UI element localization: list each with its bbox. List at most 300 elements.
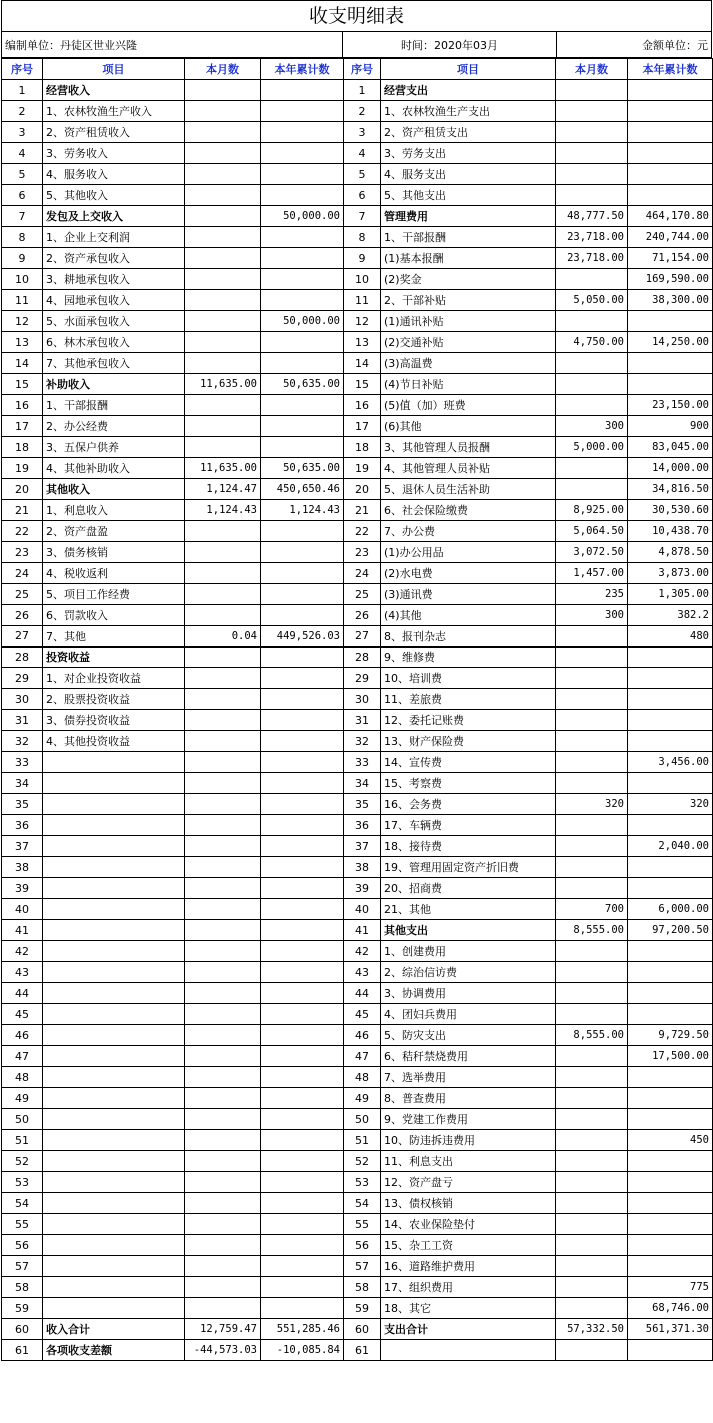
income-item-cell: 5、项目工作经费 (43, 584, 185, 605)
income-ytd-cell (261, 1298, 344, 1319)
expense-no-cell: 56 (344, 1235, 381, 1256)
expense-item-cell: 7、选举费用 (381, 1067, 556, 1088)
expense-no-cell: 6 (344, 185, 381, 206)
expense-no-cell: 8 (344, 227, 381, 248)
income-no-cell: 45 (2, 1004, 43, 1025)
income-ytd-cell (261, 647, 344, 668)
col-header-expense-item: 项目 (381, 59, 556, 80)
ledger-table (1, 58, 713, 1361)
expense-month-cell (556, 815, 628, 836)
expense-ytd-cell: 561,371.30 (628, 1319, 713, 1340)
table-row (2, 164, 713, 185)
expense-no-cell: 41 (344, 920, 381, 941)
expense-item-cell: (3)高温费 (381, 353, 556, 374)
income-no-cell: 35 (2, 794, 43, 815)
expense-month-cell (556, 1214, 628, 1235)
income-month-cell (185, 1151, 261, 1172)
expense-ytd-cell: 83,045.00 (628, 437, 713, 458)
income-no-cell: 26 (2, 605, 43, 626)
expense-item-cell: 5、退休人员生活补助 (381, 479, 556, 500)
expense-item-cell: (2)水电费 (381, 563, 556, 584)
table-row (2, 878, 713, 899)
income-item-cell (43, 1130, 185, 1151)
income-item-cell: 7、其他承包收入 (43, 353, 185, 374)
income-month-cell (185, 983, 261, 1004)
expense-ytd-cell: 14,250.00 (628, 332, 713, 353)
income-no-cell: 42 (2, 941, 43, 962)
expense-no-cell: 38 (344, 857, 381, 878)
expense-no-cell: 4 (344, 143, 381, 164)
expense-ytd-cell (628, 101, 713, 122)
expense-month-cell: 235 (556, 584, 628, 605)
income-no-cell: 40 (2, 899, 43, 920)
income-month-cell (185, 584, 261, 605)
expense-ytd-cell (628, 353, 713, 374)
col-header-expense-ytd: 本年累计数 (628, 59, 713, 80)
income-ytd-cell: 50,000.00 (261, 206, 344, 227)
income-item-cell: 2、股票投资收益 (43, 689, 185, 710)
expense-ytd-cell (628, 689, 713, 710)
expense-item-cell: 10、防违拆违费用 (381, 1130, 556, 1151)
income-month-cell (185, 773, 261, 794)
table-row (2, 920, 713, 941)
expense-ytd-cell: 480 (628, 626, 713, 647)
expense-month-cell: 3,072.50 (556, 542, 628, 563)
table-row (2, 857, 713, 878)
report-period: 时间：2020年03月 (343, 32, 557, 57)
expense-item-cell: 6、社会保险缴费 (381, 500, 556, 521)
income-no-cell: 32 (2, 731, 43, 752)
income-no-cell: 21 (2, 500, 43, 521)
expense-no-cell: 59 (344, 1298, 381, 1319)
table-row (2, 101, 713, 122)
income-month-cell (185, 311, 261, 332)
income-item-cell (43, 773, 185, 794)
expense-item-cell: 8、普查费用 (381, 1088, 556, 1109)
expense-no-cell: 46 (344, 1025, 381, 1046)
expense-no-cell: 33 (344, 752, 381, 773)
expense-item-cell: (1)通讯补贴 (381, 311, 556, 332)
income-ytd-cell (261, 941, 344, 962)
expense-month-cell: 48,777.50 (556, 206, 628, 227)
income-no-cell: 5 (2, 164, 43, 185)
expense-item-cell: 14、宣传费 (381, 752, 556, 773)
expense-no-cell: 30 (344, 689, 381, 710)
income-item-cell (43, 1109, 185, 1130)
income-month-cell (185, 227, 261, 248)
expense-month-cell (556, 1109, 628, 1130)
organization-unit: 编制单位：丹徒区世业兴隆 (2, 32, 343, 57)
expense-item-cell: 10、培训费 (381, 668, 556, 689)
expense-month-cell (556, 164, 628, 185)
expense-no-cell: 26 (344, 605, 381, 626)
income-no-cell: 47 (2, 1046, 43, 1067)
income-ytd-cell (261, 773, 344, 794)
expense-no-cell: 43 (344, 962, 381, 983)
expense-item-cell: 17、组织费用 (381, 1277, 556, 1298)
expense-ytd-cell: 464,170.80 (628, 206, 713, 227)
income-ytd-cell (261, 710, 344, 731)
income-month-cell: 11,635.00 (185, 374, 261, 395)
income-month-cell (185, 206, 261, 227)
expense-item-cell: (3)通讯费 (381, 584, 556, 605)
expense-month-cell: 300 (556, 605, 628, 626)
income-item-cell: 2、资产承包收入 (43, 248, 185, 269)
income-month-cell (185, 185, 261, 206)
income-month-cell (185, 1025, 261, 1046)
expense-ytd-cell (628, 962, 713, 983)
table-row (2, 1025, 713, 1046)
income-no-cell: 16 (2, 395, 43, 416)
expense-item-cell: 6、秸秆禁烧费用 (381, 1046, 556, 1067)
income-month-cell (185, 668, 261, 689)
expense-no-cell: 42 (344, 941, 381, 962)
income-item-cell: 3、债券投资收益 (43, 710, 185, 731)
expense-item-cell: 17、车辆费 (381, 815, 556, 836)
expense-month-cell (556, 1298, 628, 1319)
income-no-cell: 33 (2, 752, 43, 773)
table-row (2, 206, 713, 227)
expense-month-cell (556, 857, 628, 878)
table-row (2, 941, 713, 962)
expense-no-cell: 5 (344, 164, 381, 185)
income-item-cell (43, 920, 185, 941)
expense-ytd-cell: 3,873.00 (628, 563, 713, 584)
income-ytd-cell (261, 1130, 344, 1151)
income-no-cell: 49 (2, 1088, 43, 1109)
expense-ytd-cell (628, 815, 713, 836)
income-ytd-cell: 551,285.46 (261, 1319, 344, 1340)
expense-ytd-cell (628, 1109, 713, 1130)
expense-no-cell: 39 (344, 878, 381, 899)
expense-item-cell: 4、服务支出 (381, 164, 556, 185)
income-item-cell: 5、水面承包收入 (43, 311, 185, 332)
expense-no-cell: 13 (344, 332, 381, 353)
expense-month-cell (556, 122, 628, 143)
expense-month-cell (556, 626, 628, 647)
income-ytd-cell (261, 1193, 344, 1214)
table-row (2, 983, 713, 1004)
expense-no-cell: 35 (344, 794, 381, 815)
income-item-cell (43, 1193, 185, 1214)
expense-ytd-cell (628, 1214, 713, 1235)
income-no-cell: 50 (2, 1109, 43, 1130)
expense-no-cell: 27 (344, 626, 381, 647)
expense-ytd-cell: 3,456.00 (628, 752, 713, 773)
income-item-cell: 投资收益 (43, 647, 185, 668)
expense-item-cell: 4、其他管理人员补贴 (381, 458, 556, 479)
table-row (2, 668, 713, 689)
income-ytd-cell (261, 227, 344, 248)
income-month-cell (185, 1130, 261, 1151)
expense-ytd-cell: 71,154.00 (628, 248, 713, 269)
income-ytd-cell (261, 353, 344, 374)
income-ytd-cell (261, 1256, 344, 1277)
expense-item-cell: 20、招商费 (381, 878, 556, 899)
income-item-cell: 1、对企业投资收益 (43, 668, 185, 689)
expense-no-cell: 53 (344, 1172, 381, 1193)
expense-ytd-cell (628, 164, 713, 185)
expense-item-cell: 2、资产租赁支出 (381, 122, 556, 143)
table-row (2, 605, 713, 626)
table-row (2, 416, 713, 437)
income-item-cell: 5、其他收入 (43, 185, 185, 206)
expense-month-cell (556, 1193, 628, 1214)
expense-ytd-cell (628, 1193, 713, 1214)
expense-no-cell: 20 (344, 479, 381, 500)
col-header-income-month: 本月数 (185, 59, 261, 80)
expense-no-cell: 3 (344, 122, 381, 143)
expense-item-cell: 7、办公费 (381, 521, 556, 542)
expense-month-cell (556, 353, 628, 374)
income-no-cell: 14 (2, 353, 43, 374)
income-month-cell (185, 437, 261, 458)
income-month-cell (185, 1298, 261, 1319)
income-item-cell: 1、农林牧渔生产收入 (43, 101, 185, 122)
page-title: 收支明细表 (1, 0, 712, 31)
expense-month-cell: 5,050.00 (556, 290, 628, 311)
expense-month-cell: 300 (556, 416, 628, 437)
income-month-cell (185, 731, 261, 752)
income-ytd-cell (261, 1025, 344, 1046)
income-month-cell (185, 122, 261, 143)
income-month-cell (185, 353, 261, 374)
expense-no-cell: 58 (344, 1277, 381, 1298)
income-no-cell: 13 (2, 332, 43, 353)
table-row (2, 710, 713, 731)
income-item-cell (43, 1277, 185, 1298)
expense-month-cell (556, 983, 628, 1004)
income-ytd-cell (261, 1235, 344, 1256)
income-item-cell: 3、劳务收入 (43, 143, 185, 164)
expense-ytd-cell: 320 (628, 794, 713, 815)
col-header-income-no: 序号 (2, 59, 43, 80)
income-item-cell: 其他收入 (43, 479, 185, 500)
expense-item-cell: 19、管理用固定资产折旧费 (381, 857, 556, 878)
income-month-cell (185, 416, 261, 437)
expense-ytd-cell (628, 647, 713, 668)
income-month-cell (185, 1235, 261, 1256)
table-row (2, 899, 713, 920)
income-month-cell (185, 836, 261, 857)
expense-item-cell: 1、创建费用 (381, 941, 556, 962)
expense-item-cell: 经营支出 (381, 80, 556, 101)
expense-ytd-cell (628, 1088, 713, 1109)
income-no-cell: 61 (2, 1340, 43, 1361)
expense-no-cell: 25 (344, 584, 381, 605)
table-row (2, 1088, 713, 1109)
expense-month-cell (556, 185, 628, 206)
income-no-cell: 57 (2, 1256, 43, 1277)
expense-no-cell: 55 (344, 1214, 381, 1235)
income-no-cell: 10 (2, 269, 43, 290)
expense-ytd-cell (628, 773, 713, 794)
expense-item-cell: 3、其他管理人员报酬 (381, 437, 556, 458)
expense-item-cell (381, 1340, 556, 1361)
expense-ytd-cell (628, 1004, 713, 1025)
expense-ytd-cell (628, 857, 713, 878)
table-row (2, 752, 713, 773)
income-no-cell: 24 (2, 563, 43, 584)
income-ytd-cell (261, 1172, 344, 1193)
col-header-income-ytd: 本年累计数 (261, 59, 344, 80)
expense-no-cell: 11 (344, 290, 381, 311)
expense-item-cell: (4)其他 (381, 605, 556, 626)
expense-month-cell: 8,555.00 (556, 920, 628, 941)
expense-item-cell: 3、协调费用 (381, 983, 556, 1004)
income-month-cell (185, 269, 261, 290)
income-no-cell: 29 (2, 668, 43, 689)
income-month-cell (185, 647, 261, 668)
expense-month-cell: 1,457.00 (556, 563, 628, 584)
income-month-cell (185, 857, 261, 878)
expense-ytd-cell (628, 983, 713, 1004)
income-month-cell (185, 1109, 261, 1130)
income-month-cell (185, 1088, 261, 1109)
expense-no-cell: 60 (344, 1319, 381, 1340)
expense-no-cell: 10 (344, 269, 381, 290)
expense-month-cell (556, 395, 628, 416)
expense-item-cell: (1)基本报酬 (381, 248, 556, 269)
table-row (2, 353, 713, 374)
income-no-cell: 58 (2, 1277, 43, 1298)
expense-ytd-cell (628, 1340, 713, 1361)
expense-no-cell: 57 (344, 1256, 381, 1277)
table-row (2, 80, 713, 101)
income-no-cell: 54 (2, 1193, 43, 1214)
expense-item-cell: 2、干部补贴 (381, 290, 556, 311)
table-row (2, 542, 713, 563)
expense-month-cell (556, 1256, 628, 1277)
expense-item-cell: 14、农业保险垫付 (381, 1214, 556, 1235)
expense-month-cell (556, 731, 628, 752)
expense-month-cell (556, 1004, 628, 1025)
expense-ytd-cell: 1,305.00 (628, 584, 713, 605)
expense-month-cell (556, 836, 628, 857)
table-row (2, 311, 713, 332)
expense-month-cell: 8,925.00 (556, 500, 628, 521)
income-no-cell: 48 (2, 1067, 43, 1088)
income-item-cell: 3、耕地承包收入 (43, 269, 185, 290)
income-item-cell (43, 962, 185, 983)
income-ytd-cell (261, 1046, 344, 1067)
expense-no-cell: 24 (344, 563, 381, 584)
income-item-cell: 2、办公经费 (43, 416, 185, 437)
income-no-cell: 23 (2, 542, 43, 563)
expense-item-cell: 15、杂工工资 (381, 1235, 556, 1256)
expense-ytd-cell (628, 731, 713, 752)
income-ytd-cell (261, 836, 344, 857)
expense-item-cell: 2、综治信访费 (381, 962, 556, 983)
expense-month-cell (556, 479, 628, 500)
expense-item-cell: 11、利息支出 (381, 1151, 556, 1172)
income-ytd-cell (261, 731, 344, 752)
expense-ytd-cell (628, 1235, 713, 1256)
income-no-cell: 31 (2, 710, 43, 731)
expense-month-cell (556, 668, 628, 689)
income-item-cell (43, 1004, 185, 1025)
expense-month-cell (556, 1088, 628, 1109)
income-ytd-cell (261, 164, 344, 185)
income-item-cell: 补助收入 (43, 374, 185, 395)
expense-ytd-cell: 97,200.50 (628, 920, 713, 941)
income-ytd-cell (261, 899, 344, 920)
income-month-cell: 1,124.43 (185, 500, 261, 521)
report-sheet (1, 0, 712, 1361)
expense-month-cell (556, 647, 628, 668)
table-row (2, 479, 713, 500)
income-month-cell: 11,635.00 (185, 458, 261, 479)
income-item-cell (43, 878, 185, 899)
income-item-cell (43, 857, 185, 878)
expense-month-cell (556, 143, 628, 164)
expense-no-cell: 17 (344, 416, 381, 437)
expense-no-cell: 34 (344, 773, 381, 794)
income-item-cell (43, 794, 185, 815)
income-month-cell: -44,573.03 (185, 1340, 261, 1361)
expense-month-cell: 57,332.50 (556, 1319, 628, 1340)
expense-ytd-cell: 450 (628, 1130, 713, 1151)
expense-month-cell (556, 1130, 628, 1151)
expense-ytd-cell (628, 1151, 713, 1172)
income-ytd-cell (261, 878, 344, 899)
income-month-cell (185, 710, 261, 731)
table-row (2, 500, 713, 521)
expense-month-cell (556, 689, 628, 710)
expense-month-cell (556, 458, 628, 479)
expense-ytd-cell: 2,040.00 (628, 836, 713, 857)
table-row (2, 1130, 713, 1151)
income-no-cell: 34 (2, 773, 43, 794)
income-item-cell (43, 1067, 185, 1088)
expense-ytd-cell (628, 668, 713, 689)
income-ytd-cell (261, 437, 344, 458)
income-item-cell: 经营收入 (43, 80, 185, 101)
expense-ytd-cell: 240,744.00 (628, 227, 713, 248)
expense-ytd-cell (628, 1067, 713, 1088)
income-no-cell: 27 (2, 626, 43, 647)
income-no-cell: 51 (2, 1130, 43, 1151)
expense-month-cell (556, 1067, 628, 1088)
table-row (2, 269, 713, 290)
col-header-expense-month: 本月数 (556, 59, 628, 80)
table-row (2, 689, 713, 710)
income-ytd-cell (261, 857, 344, 878)
expense-no-cell: 21 (344, 500, 381, 521)
expense-no-cell: 54 (344, 1193, 381, 1214)
expense-item-cell: 其他支出 (381, 920, 556, 941)
expense-month-cell: 5,064.50 (556, 521, 628, 542)
income-no-cell: 9 (2, 248, 43, 269)
income-no-cell: 44 (2, 983, 43, 1004)
expense-no-cell: 36 (344, 815, 381, 836)
expense-ytd-cell: 382.2 (628, 605, 713, 626)
expense-ytd-cell: 38,300.00 (628, 290, 713, 311)
table-row (2, 332, 713, 353)
income-month-cell (185, 752, 261, 773)
expense-no-cell: 29 (344, 668, 381, 689)
income-ytd-cell (261, 689, 344, 710)
expense-item-cell: 支出合计 (381, 1319, 556, 1340)
expense-no-cell: 48 (344, 1067, 381, 1088)
expense-no-cell: 7 (344, 206, 381, 227)
income-no-cell: 17 (2, 416, 43, 437)
income-ytd-cell: 449,526.03 (261, 626, 344, 647)
income-no-cell: 39 (2, 878, 43, 899)
expense-ytd-cell (628, 311, 713, 332)
table-row (2, 1214, 713, 1235)
income-month-cell (185, 794, 261, 815)
